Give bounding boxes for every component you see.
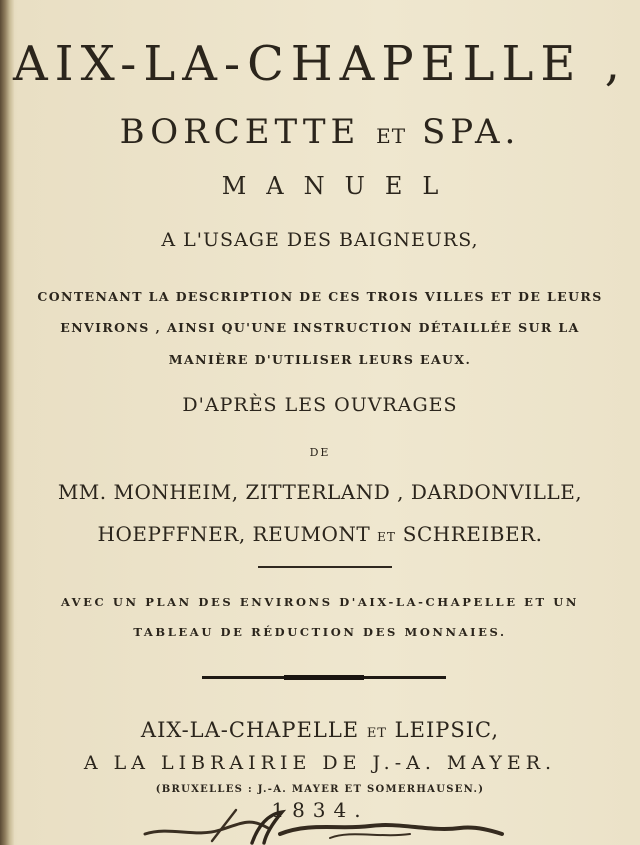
description-line-3: MANIÈRE D'UTILISER LEURS EAUX. (168, 352, 472, 367)
place-spa: SPA. (421, 112, 521, 152)
description-line-1: CONTENANT LA DESCRIPTION DE CES TROIS VILLES ET DE LEURS (37, 289, 603, 304)
city-aix: AIX-LA-CHAPELLE (140, 718, 360, 742)
divider-rule-thick-center (284, 675, 364, 680)
divider-rule-thin (258, 566, 392, 568)
description-line-2: ENVIRONS , AINSI QU'UNE INSTRUCTION DÉTAILLÉE SUR LA (60, 320, 580, 335)
sub-title-places (0, 112, 640, 152)
conjunction-et: ET (376, 124, 407, 148)
after-works-line: D'APRÈS LES OUVRAGES (182, 394, 458, 416)
city-leipsic: LEIPSIC, (394, 718, 500, 742)
place-borcette: BORCETTE (119, 112, 361, 152)
usage-line: A L'USAGE DES BAIGNEURS, (161, 229, 479, 251)
authors-line-2 (0, 522, 640, 546)
authors-line-2-start: HOEPFFNER, REUMONT (97, 522, 371, 546)
brussels-line: (BRUXELLES : J.-A. MAYER ET SOMERHAUSEN.) (155, 784, 485, 795)
main-title: AIX-LA-CHAPELLE , (13, 36, 627, 92)
publication-year: 1834. (271, 798, 369, 822)
handwritten-signature (140, 808, 510, 845)
authors-conjunction-et: ET (377, 530, 396, 544)
de-line: DE (309, 446, 331, 459)
publisher-line: A LA LIBRAIRIE DE J.-A. MAYER. (83, 752, 557, 774)
manuel-heading: MANUEL (221, 172, 459, 200)
publication-cities (0, 718, 640, 742)
plan-line-1: AVEC UN PLAN DES ENVIRONS D'AIX-LA-CHAPELLE ET UN (60, 595, 580, 609)
divider-rule-ornamental (202, 676, 446, 679)
authors-line-2-end: SCHREIBER. (402, 522, 543, 546)
authors-line-1: MM. MONHEIM, ZITTERLAND , DARDONVILLE, (57, 480, 583, 504)
plan-line-2: TABLEAU DE RÉDUCTION DES MONNAIES. (133, 625, 507, 639)
city-conjunction-et: ET (366, 726, 387, 741)
